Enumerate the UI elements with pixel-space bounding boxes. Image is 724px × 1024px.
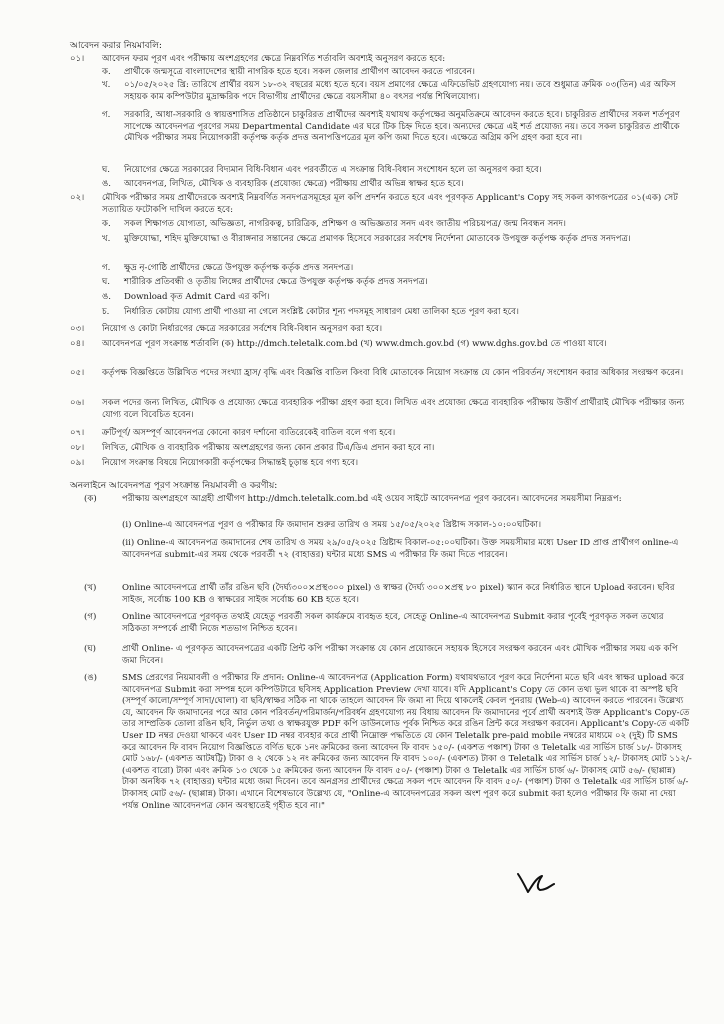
item-number: ঘ. [102,277,111,287]
item-number: ০৯। [70,458,85,468]
item-text: ক্রটিপূর্ণ/ অসম্পূর্ণ আবেদনপত্র কোনো কারণ দর্শানো ব্যতিরেকেই বাতিল বলে গণ্য হবে। [102,428,396,438]
item-text: মৌখিক পরীক্ষার সময় প্রার্থীদেরকে অবশ্যই নিম্নবর্ণিত সনদপত্রসমূহের মূল কপি প্রদর্শন করতে হবে এবং পূরণকৃত Applicant's Copy সহ সকল কাগজপত্রের ০১(এক) সেট সত্যায়িত ফটোকপি দাখিল করতে হবে: [102,193,678,215]
item-text: নির্ধারিত কোটায় যোগ্য প্রার্থী পাওয়া না গেলে সংশ্লিষ্ট কোটার শূন্য পদসমূহ সাধারণ মেধা তালিকা হতে পূরণ করা হবে। [124,307,519,317]
item-number: ক. [102,219,111,229]
item-text: সকল শিক্ষাগত যোগ্যতা, অভিজ্ঞতা, নাগরিকত্ব, চারিত্রিক, প্রশিক্ষণ ও অভিজ্ঞতার সনদ এবং জাতীয় পরিচয়পত্র/ জন্ম নিবন্ধন সনদ। [124,219,566,229]
item-text: শারীরিক প্রতিবন্ধী ও তৃতীয় লিঙ্গের প্রার্থীদের ক্ষেত্রে উপযুক্ত কর্তৃপক্ষ কর্তৃক প্রদত্ত সনদপত্র। [124,277,428,287]
item-number: (খ) [84,583,97,593]
item-text: Download কৃত Admit Card এর কপি। [124,292,270,302]
item-text: নিয়োগের ক্ষেত্রে সরকারের বিদ্যমান বিধি-বিধান এবং পরবর্তীতে এ সংক্রান্ত বিধি-বিধান সংশোধন হলে তা অনুসরণ করা হবে। [124,165,542,175]
item-number: ঙ. [102,179,112,189]
item-text: (ii) Online-এ আবেদনপত্র জমাদানের শেষ তারিখ ও সময় ২৯/০৫/২০২৫ খ্রিষ্টাব্দ বিকাল-০৫:০০ঘটিকা। উক্ত সময়সীমার মধ্যে User ID প্রাপ্ত প্রার্থীগণ online-এ আবেদনপত্র submit-এর সময় থেকে পরবর্তী ৭২ (বাহাত্তর) ঘন্টার মধ্যে SMS এ পরীক্ষার ফি জমা দিতে পারবেন। [122,538,679,560]
item-text: নিয়োগ ও কোটা নির্ধারণের ক্ষেত্রে সরকারের সর্বশেষ বিধি-বিধান অনুসরণ করা হবে। [102,324,383,334]
item-number: ক. [102,67,111,77]
item-text: আবেদনপত্র, লিখিত, মৌখিক ও ব্যবহারিক (প্রযোজ্য ক্ষেত্রে) পরীক্ষায় প্রার্থীর অভিন্ন স্বাক্ষর হতে হবে। [124,179,464,189]
item-text: পরীক্ষায় অংশগ্রহণে আগ্রহী প্রার্থীগণ http://dmch.teletalk.com.bd এই ওয়েব সাইটে আবেদনপত্র পূরণ করবেন। আবেদনের সময়সীমা নিম্নরূপ: [122,494,622,504]
item-number: ০১। [70,54,85,64]
item-number: (ঘ) [84,644,97,654]
item-number: ০৩। [70,324,85,334]
item-number: ০৬। [70,398,85,408]
item-number: ঙ. [102,292,112,302]
item-text: নিয়োগ সংক্রান্ত বিষয়ে নিয়োগকারী কর্তৃপক্ষের সিদ্ধান্তই চূড়ান্ত হবে গণ্য হবে। [102,458,359,468]
item-number: খ. [102,234,111,244]
item-number: (গ) [84,612,97,622]
item-text: Online আবেদনপত্রে পূরণকৃত তথ্যই যেহেতু পরবর্তী সকল কার্যক্রমে ব্যবহৃত হবে, সেহেতু Online-এ আবেদনপত্র Submit করার পূর্বেই পূরণকৃত সকল তথ্যের সঠিকতা সম্পর্কে প্রার্থী নিজে শতভাগ নিশ্চিত হবেন। [122,612,664,634]
item-number: ০৭। [70,428,85,438]
handwritten-signature [512,866,558,898]
item-text: লিখিত, মৌখিক ও ব্যবহারিক পরীক্ষায় অংশগ্রহণের জন্য কোন প্রকার টিএ/ডিএ প্রদান করা হবে না। [102,443,435,453]
item-text: SMS প্রেরণের নিয়মাবলী ও পরীক্ষার ফি প্রদান: Online-এ আবেদনপত্র (Application Form) যথাযথভাবে পূরণ করে নির্দেশনা মতে ছবি এবং স্বাক্ষর upload করে আবেদনপত্র Submit করা সম্পন্ন হলে কম্পিউটারে ছবিসহ Application Preview দেখা যাবে। যদি Applicant's Copy তে কোন তথ্য ভুল থাকে বা অস্পষ্ট ছবি (সম্পূর্ণ কালো/সম্পূর্ণ সাদা/ঘোলা) বা ছবি/স্বাক্ষর সঠিক না থাকে তাহলে আবেদন ফি জমা না দিয়ে থাকলেই কেবল পুনরায় (Web-এ) আবেদন করতে পারবেন। উল্লেখ্য যে, আবেদন ফি জমাদানের পরে আর কোন পরিবর্তন/পরিমার্জন/পরিবর্ধন গ্রহণযোগ্য নয় বিধায় আবেদন ফি জমাদানের পূর্বে প্রার্থী অবশ্যই উক্ত Applicant's Copy-তে তার সাম্প্রতিক তোলা রঙিন ছবি, নির্ভুল তথ্য ও স্বাক্ষরযুক্ত PDF কপি ডাউনলোড পূর্বক নিশ্চিত করে রঙিন প্রিন্ট করে সংরক্ষণ করবেন। Applicant's Copy-তে একটি User ID নম্বর দেওয়া থাকবে এবং User ID নম্বর ব্যবহার করে প্রার্থী নিম্নোক্ত পদ্ধতিতে যে কোন Teletalk pre-paid mobile নম্বরের মাধ্যমে ০২ (দুই) টি SMS করে আবেদন ফি বাবদ নিয়োগ বিজ্ঞপ্তিতে বর্ণিত ছকে ১নং ক্রমিকের জন্য আবেদন ফি বাবদ ১৫০/- (একশত পঞ্চাশ) টাকা ও Teletalk এর সার্ভিস চার্জ ১৮/- টাকাসহ মোট ১৬৮/- (একশত আটষট্টি) টাকা ও ২ থেকে ১২ নং ক্রমিকের জন্য আবেদন ফি বাবদ ১০০/- (একশত) টাকা ও Teletalk এর সার্ভিস চার্জ ১২/- টাকাসহ মোট ১১২/- (একশত বারো) টাকা এবং ক্রমিক ১৩ থেকে ১৫ ক্রমিকের জন্য আবেদন ফি বাবদ ৫০/- (পঞ্চাশ) টাকা ও Teletalk এর সার্ভিস চার্জ ৬/- টাকাসহ মোট ৫৬/- (ছাপ্পান্ন) টাকা অনধিক ৭২ (বাহাত্তর) ঘন্টার মধ্যে জমা দিবেন। তবে অনগ্রসর প্রার্থীদের ক্ষেত্রে সকল পদে আবেদন ফি বাবদ ৫০/- (পঞ্চাশ) টাকা ও Teletalk এর সার্ভিস চার্জ ৬/- টাকাসহ মোট ৫৬/- (ছাপ্পান্ন) টাকা। এখানে বিশেষভাবে উল্লেখ্য যে, "Online-এ আবেদনপত্রের সকল অংশ পূরণ করে submit করা হলেও পরীক্ষার ফি জমা না দেয়া পর্যন্ত Online আবেদনপত্র কোন অবস্থাতেই গৃহীত হবে না।" [122,673,692,811]
item-number: গ. [102,263,111,273]
item-text: সরকারি, আধা-সরকারি ও স্বায়ত্তশাসিত প্রতিষ্ঠানে চাকুরিরত প্রার্থীদের অবশ্যই যথাযথ কর্তৃপক্ষের অনুমতিক্রমে আবেদন করতে হবে। চাকুরিরত প্রার্থীদের সকল শর্তপূরণ সাপেক্ষে আবেদনপত্র পূরণের সময় Departmental Candidate এর ঘরে টিক চিহ্ন দিতে হবে। অন্যদের ক্ষেত্রে এই শর্ত প্রযোজ্য নয়। তবে সকল চাকুরিরত প্রার্থীকে মৌখিক পরীক্ষার সময় নিয়োগকারী কর্তৃপক্ষ কর্তৃক প্রদত্ত অনাপত্তিপত্রের মূল কপি জমা দিতে হবে। এক্ষেত্রে অগ্রিম কপি গ্রহণ করা হবে না। [124,110,680,144]
item-text: Online আবেদনপত্রে প্রার্থী তাঁর রঙিন ছবি (দৈর্ঘ্য৩০০×প্রস্থ৩০০ pixel) ও স্বাক্ষর (দৈর্ঘ্য ৩০০×প্রস্থ ৮০ pixel) স্ক্যান করে নির্ধারিত স্থানে Upload করবেন। ছবির সাইজ, সর্বোচ্চ 100 KB ও স্বাক্ষরের সাইজ সর্বোচ্চ 60 KB হতে হবে। [122,583,675,605]
item-number: (ঙ) [84,673,98,683]
item-text: ক্ষুদ্র নৃ-গোষ্ঠি প্রার্থীদের ক্ষেত্রে উপযুক্ত কর্তৃপক্ষ কর্তৃক প্রদত্ত সনদপত্র। [124,263,354,273]
item-text: সকল পদের জন্য লিখিত, মৌখিক ও প্রযোজ্য ক্ষেত্রে ব্যবহারিক পরীক্ষা গ্রহণ করা হবে। লিখিত এবং প্রযোজ্য ক্ষেত্রে ব্যবহারিক পরীক্ষায় উত্তীর্ণ প্রার্থীরাই মৌখিক পরীক্ষার জন্য যোগ্য বলে বিবেচিত হবেন। [102,398,685,420]
item-number: গ. [102,110,111,120]
item-number: ০৪। [70,339,85,349]
item-number: ঘ. [102,165,111,175]
item-text: আবেদনপত্র পূরণ সংক্রান্ত শর্তাবলি (ক) http://dmch.teletalk.com.bd (খ) www.dmch.gov.bd (গ) www.dghs.gov.bd তে পাওয়া যাবে। [102,339,607,349]
item-number: ০২। [70,193,85,203]
item-number: খ. [102,80,111,90]
item-text: (i) Online-এ আবেদনপত্র পূরণ ও পরীক্ষার ফি জমাদান শুরুর তারিখ ও সময় ১৫/০৫/২০২৫ খ্রিষ্টাব্দ সকাল-১০:০০ঘটিকা। [122,520,542,530]
item-text: মুক্তিযোদ্ধা, শহিদ মুক্তিযোদ্ধা ও বীরাঙ্গনার সন্তানের ক্ষেত্রে প্রমাণক হিসেবে সরকারের সর্বশেষ নির্দেশনা মোতাবেক উপযুক্ত কর্তৃপক্ষ কর্তৃক প্রদত্ত সনদপত্র। [124,234,631,244]
item-text: কর্তৃপক্ষ বিজ্ঞপ্তিতে উল্লিখিত পদের সংখ্যা হ্রাস/ বৃদ্ধি এবং বিজ্ঞপ্তি বাতিল কিংবা বিধি মোতাবেক নিয়োগ সংক্রান্ত যে কোন পরিবর্তন/ সংশোধন করার অধিকার সংরক্ষণ করেন। [102,368,684,378]
item-text: আবেদন ফরম পূরণ এবং পরীক্ষায় অংশগ্রহণের ক্ষেত্রে নিম্নবর্ণিত শর্তাবলি অবশ্যই অনুসরণ করতে হবে: [102,54,446,64]
item-number: (ক) [84,494,97,504]
item-number: ০৫। [70,368,85,378]
item-text: প্রার্থী Online- এ পূরণকৃত আবেদনপত্রের একটি প্রিন্ট কপি পরীক্ষা সংক্রান্ত যে কোন প্রয়োজনে সহায়ক হিসেবে সংরক্ষণ করবেন এবং মৌখিক পরীক্ষার সময় এক কপি জমা দিবেন। [122,644,678,666]
item-number: চ. [102,307,110,317]
section-title-online-application: অনলাইনে আবেদনপত্র পূরণ সংক্রান্ত নিয়মাবলী ও করণীয়: [70,481,278,491]
section-title-application-rules: আবেদন করার নিয়মাবলি: [70,41,162,51]
item-number: ০৮। [70,443,85,453]
item-text: ০১/০৫/২০২৫ খ্রি: তারিখে প্রার্থীর বয়স ১৮-৩২ বছরের মধ্যে হতে হবে। বয়স প্রমাণের ক্ষেত্রে এফিডেভিট গ্রহণযোগ্য নয়। তবে শুধুমাত্র ক্রমিক ০৩(তিন) এর অফিস সহায়ক কাম কম্পিউটার মুদ্রাক্ষরিক পদে বিভাগীয় প্রার্থীদের ক্ষেত্রে বয়সসীমা ৪০ বৎসর পর্যন্ত শিথিলযোগ্য। [124,80,676,102]
item-text: প্রার্থীকে জন্মসূত্রে বাংলাদেশের স্থায়ী নাগরিক হতে হবে। সকল জেলার প্রার্থীগণ আবেদন করতে পারবেন। [124,67,475,77]
